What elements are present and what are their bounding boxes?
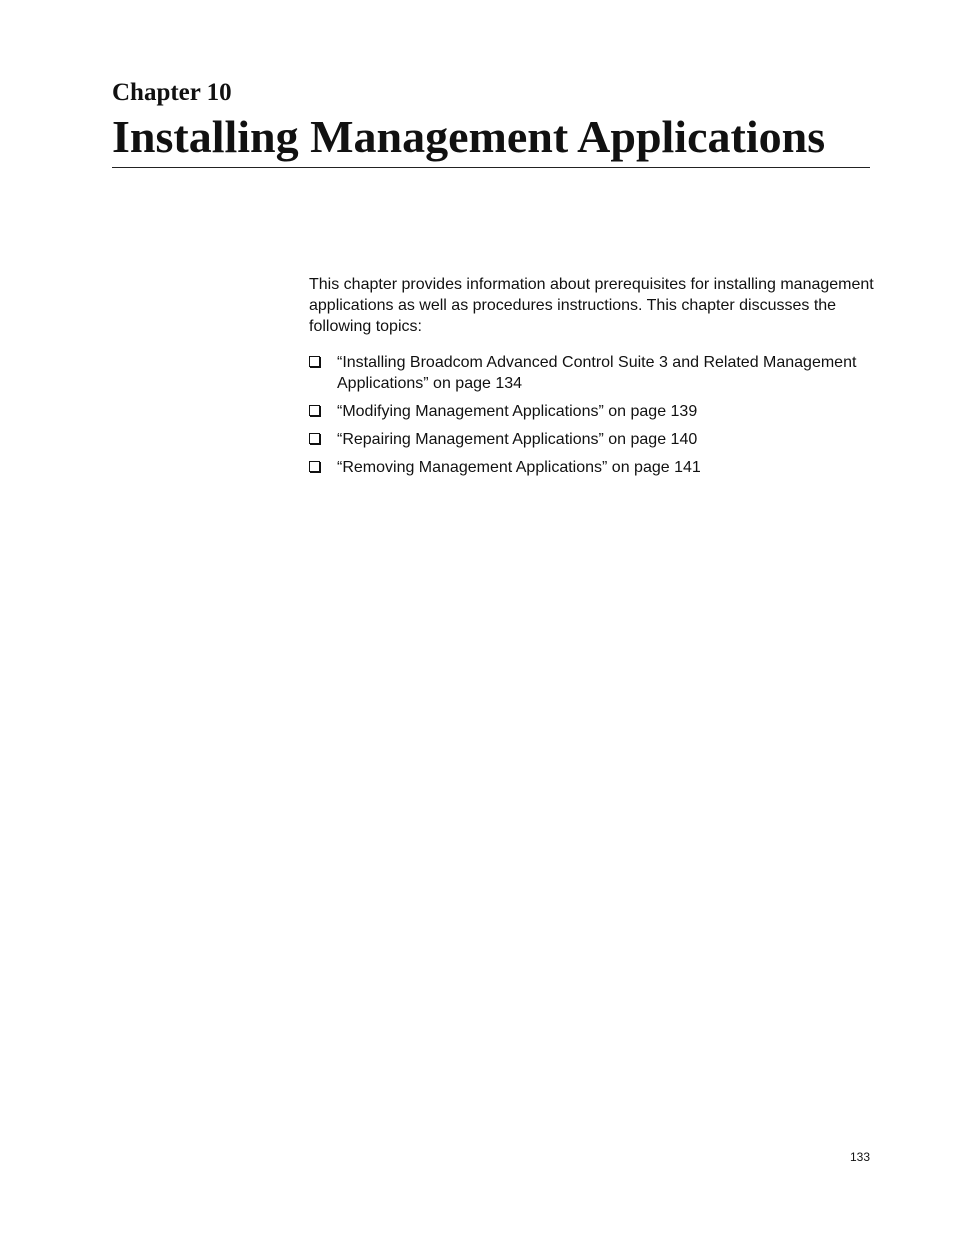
topic-item[interactable] xyxy=(309,457,875,478)
page-number: 133 xyxy=(849,1150,870,1164)
topic-link-text[interactable]: “Removing Management Applications” on page 141 xyxy=(337,459,701,476)
checkbox-bullet-icon xyxy=(309,356,320,367)
intro-paragraph: This chapter provides information about prerequisites for installing management applications as well as procedures instructions. This chapter discusses the following topics: xyxy=(309,276,874,335)
topic-item[interactable] xyxy=(309,401,875,422)
checkbox-bullet-icon xyxy=(309,433,320,444)
checkbox-bullet-icon xyxy=(309,405,320,416)
topic-link-text[interactable]: “Modifying Management Applications” on page 139 xyxy=(337,403,698,420)
chapter-label: Chapter 10 xyxy=(112,79,232,106)
topic-list xyxy=(309,352,875,485)
topic-link-text[interactable]: “Installing Broadcom Advanced Control Suite 3 and Related Management Applications” on page 134 xyxy=(337,354,857,392)
title-divider xyxy=(112,167,870,168)
topic-link-text[interactable]: “Repairing Management Applications” on page 140 xyxy=(337,431,698,448)
topic-item[interactable] xyxy=(309,352,875,394)
topic-item[interactable] xyxy=(309,429,875,450)
chapter-title: Installing Management Applications xyxy=(112,111,826,162)
checkbox-bullet-icon xyxy=(309,461,320,472)
